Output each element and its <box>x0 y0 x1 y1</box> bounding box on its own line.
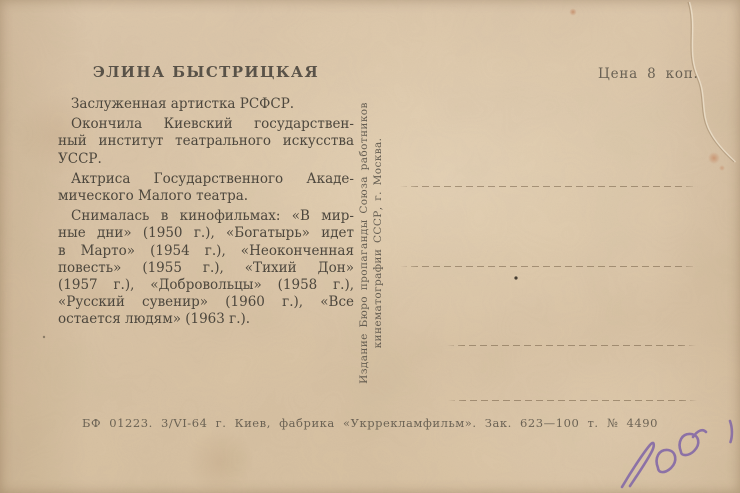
bio-line: Заслуженная артистка РСФСР. <box>71 96 295 112</box>
publisher-line: кинематографии СССР, г. Москва. <box>372 137 384 349</box>
bio-paragraph <box>58 171 354 205</box>
bio-line: Снималась в кинофильмах: «В мир- <box>71 208 354 225</box>
actress-name-title: ЭЛИНА БЫСТРИЦКАЯ <box>92 63 320 81</box>
bio-line: остается людям» (1963 г.). <box>58 311 251 328</box>
bio-line: (1957 г.), «Добровольцы» (1958 г.), <box>58 277 354 294</box>
bio-line: Актриса Государственного Акаде- <box>71 170 354 187</box>
bio-line: ные дни» (1950 г.), «Богатырь» идет <box>58 225 354 242</box>
address-line <box>447 345 696 346</box>
bio-line: мического Малого театра. <box>58 188 249 205</box>
bio-paragraph <box>58 116 354 168</box>
address-line <box>448 400 697 401</box>
bio-line: «Русский сувенир» (1960 г.), «Все <box>58 294 354 311</box>
bio-paragraph <box>58 96 354 113</box>
stain-mark <box>514 276 517 279</box>
publisher-line: Издание Бюро пропаганды Союза работников <box>358 102 370 384</box>
bio-line: повесть» (1955 г.), «Тихий Дон» <box>58 259 354 276</box>
bio-line: УССР. <box>58 150 102 167</box>
bio-line: в Марто» (1954 г.), «Неоконченная <box>58 242 354 259</box>
stain-mark <box>43 336 45 338</box>
bio-line: Окончила Киевский государствен- <box>71 116 354 133</box>
handwritten-100 <box>622 430 706 487</box>
bio-paragraph <box>58 208 354 328</box>
crease-mark <box>688 2 736 162</box>
print-info-line: БФ 01223. 3/VI-64 г. Киев, фабрика «Укррекламфильм». Зак. 623—100 т. № 4490 <box>82 416 658 430</box>
address-line <box>400 266 698 267</box>
biography-text <box>58 96 354 332</box>
bio-line: ный институт театрального искусства <box>58 133 354 150</box>
price-label: Цена 8 коп. <box>598 66 699 82</box>
address-line <box>400 186 698 187</box>
ink-mark-edge <box>730 421 732 442</box>
